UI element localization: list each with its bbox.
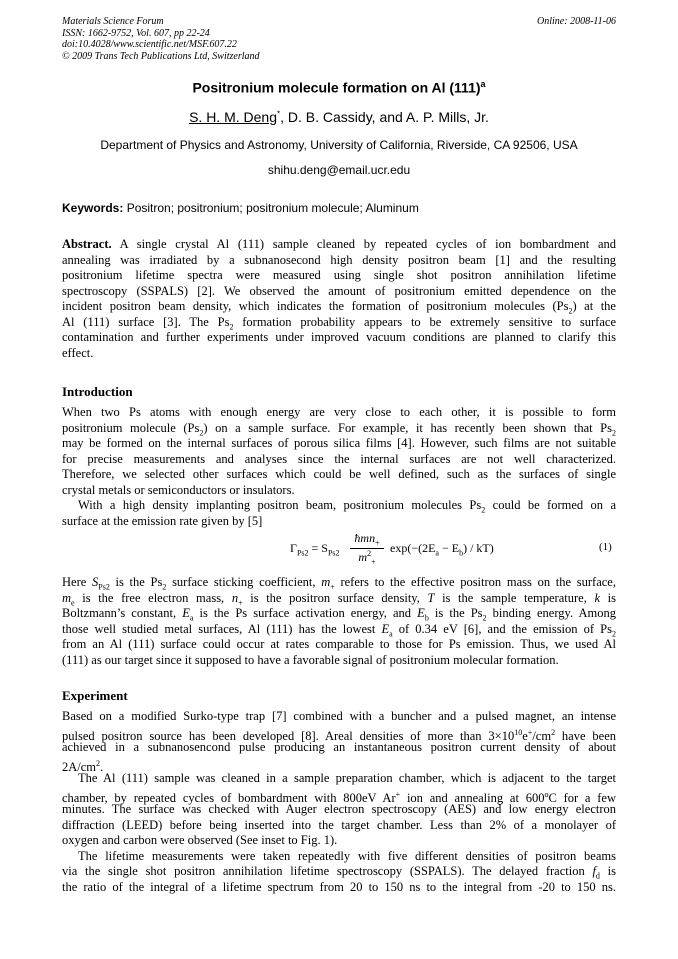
intro-line: $m_e$ is the free electron mass, $n_+$ is the positron surface density, T is the sample temperature, k is bbox=[62, 590, 617, 607]
journal-copyright: © 2009 Trans Tech Publications Ltd, Switzerland bbox=[62, 50, 260, 62]
intro-paragraph-2 bbox=[62, 575, 616, 668]
experiment-line: Based on a modified Surko-type trap [7] combined with a buncher and a pulsed magnet, an intense bbox=[62, 709, 616, 723]
experiment-line: pulsed positron source has been developed [8]. Areal densities of more than $3\times 10^{10}e^+/cm^2$ have been bbox=[62, 727, 616, 743]
journal-name: Materials Science Forum bbox=[62, 16, 164, 27]
fraction-denominator: $m^2_+$ bbox=[358, 549, 376, 567]
experiment-line: oxygen and carbon were observed (See inset to Fig. 1). bbox=[62, 833, 338, 847]
experiment-line: achieved in a subnanosencond pulse producing an instantaneous positron current density of about bbox=[62, 740, 616, 754]
equation-1 bbox=[290, 531, 620, 571]
equation-number: (1) bbox=[599, 541, 612, 553]
intro-line: Therefore, we selected other surfaces which could be well defined, such as the surfaces of single bbox=[62, 467, 616, 481]
intro-line: When two Ps atoms with enough energy are very close to each other, it is possible to form bbox=[62, 405, 616, 419]
intro-line: positronium molecule $(Ps_2)$ on a sample surface. For example, it has recently been shown that $Ps_2$ bbox=[62, 420, 616, 437]
experiment-line: diffraction (LEED) before being inserted into the target chamber. Less than 2% of a monolayer of bbox=[62, 817, 616, 832]
journal-header bbox=[62, 16, 616, 62]
abstract bbox=[62, 237, 616, 361]
intro-line: With a high density implanting positron beam, positronium molecules $Ps_2$ could be formed on a bbox=[78, 498, 616, 515]
abstract-line: spectroscopy (SSPALS) [2]. We observed the amount of positronium emitted dependence on the bbox=[62, 283, 616, 298]
online-date: Online: 2008-11-06 bbox=[537, 16, 616, 27]
abstract-line: incident positron beam density, which indicates the formation of positronium molecules $(Ps_2)$ at the bbox=[62, 299, 616, 316]
abstract-label: Abstract. bbox=[62, 237, 112, 251]
intro-line: may be formed on the internal surfaces of porous silica films [4]. However, such films are not suitable bbox=[62, 436, 616, 450]
intro-line: Here $S_{Ps2}$ is the $Ps_2$ surface sticking coefficient, $m_+$ refers to the effective positron mass on the surface, bbox=[62, 575, 616, 592]
abstract-line: annealing was irradiated by a subnanosecond high density positron beam [1] and the resulting bbox=[62, 252, 616, 267]
intro-line: surface at the emission rate given by [5] bbox=[62, 513, 263, 528]
intro-line: from an Al (111) surface could occur at rates comparable to those for Ps emission. Thus, we used Al bbox=[62, 637, 616, 651]
affiliation: Department of Physics and Astronomy, University of California, Riverside, CA 92506, USA bbox=[100, 138, 578, 152]
corresponding-mark: * bbox=[277, 109, 281, 119]
experiment-line: $2A/cm^2$. bbox=[62, 758, 104, 774]
keywords-label: Keywords: bbox=[62, 201, 124, 215]
experiment-line: The Al (111) sample was cleaned in a sample preparation chamber, which is adjacent to the target bbox=[78, 771, 616, 785]
intro-line: (111) as our target since it supposed to have a favorable signal of positronium molecular formation. bbox=[62, 652, 559, 667]
intro-line: Boltzmann’s constant, $E_a$ is the Ps surface activation energy, and $E_b$ is the $Ps_2$ binding energy. Among bbox=[62, 606, 616, 623]
author-list bbox=[0, 109, 678, 125]
fraction-numerator: ħmn$_+$ bbox=[350, 531, 384, 549]
equation-fraction bbox=[350, 531, 384, 567]
experiment-paragraph bbox=[62, 709, 616, 895]
intro-line: crystal metals or semiconductors or insulators. bbox=[62, 482, 295, 497]
title-text: Positronium molecule formation on Al (111) bbox=[192, 79, 481, 96]
equation-lhs: $\Gamma_{Ps2} = S_{Ps2}$ bbox=[290, 541, 340, 558]
other-authors: , D. B. Cassidy, and A. P. Mills, Jr. bbox=[280, 109, 489, 125]
keywords-text: Positron; positronium; positronium molecule; Aluminum bbox=[123, 201, 419, 215]
section-heading-introduction: Introduction bbox=[62, 384, 133, 399]
keywords bbox=[62, 201, 616, 215]
abstract-line: contamination and further experiments under improved vacuum conditions are planned to clarify this bbox=[62, 330, 616, 344]
section-heading-experiment: Experiment bbox=[62, 688, 128, 703]
journal-issn: ISSN: 1662-9752, Vol. 607, pp 22-24 bbox=[62, 27, 210, 39]
abstract-line: Abstract. A single crystal Al (111) sample cleaned by repeated cycles of ion bombardment and bbox=[62, 237, 616, 251]
corresponding-author: S. H. M. Deng bbox=[189, 109, 277, 125]
intro-line: for precise measurements and analyses since the internal surfaces are not well characterized. bbox=[62, 451, 616, 466]
title-footnote-mark: a bbox=[480, 79, 486, 89]
abstract-line: Al (111) surface [3]. The $Ps_2$ formation probability appears to be extremely sensitive to surface bbox=[62, 314, 616, 331]
experiment-line: via the single shot positron annihilation lifetime spectroscopy (SSPALS). The delayed fraction $f_d$ is bbox=[62, 864, 616, 881]
intro-paragraph bbox=[62, 405, 616, 529]
experiment-line: the ratio of the integral of a lifetime spectrum from 20 to 150 ns to the integral from -20 to 150 ns. bbox=[62, 879, 616, 894]
experiment-line: minutes. The surface was checked with Auger electron spectroscopy (AES) and low energy electron bbox=[62, 802, 616, 816]
journal-doi: doi:10.4028/www.scientific.net/MSF.607.22 bbox=[62, 39, 237, 50]
abstract-line: effect. bbox=[62, 345, 94, 360]
experiment-line: chamber, by repeated cycles of bombardment with 800eV Ar+ ion and annealing at 600$^o$C for a few bbox=[62, 789, 616, 805]
experiment-line: The lifetime measurements were taken repeatedly with five different densities of positron beams bbox=[78, 848, 616, 863]
intro-line: those well studied metal surfaces, Al (111) has the lowest $E_a$ of 0.34 eV [6], and the emission of $Ps_2$ bbox=[62, 621, 616, 638]
equation-rhs: $\exp(-(2E_a - E_b) / kT)$ bbox=[390, 541, 494, 558]
author-email: shihu.deng@email.ucr.edu bbox=[267, 163, 411, 177]
abstract-line: positronium lifetime spectra were measured using single shot positron annihilation lifetime bbox=[62, 268, 616, 282]
paper-title bbox=[0, 79, 678, 96]
